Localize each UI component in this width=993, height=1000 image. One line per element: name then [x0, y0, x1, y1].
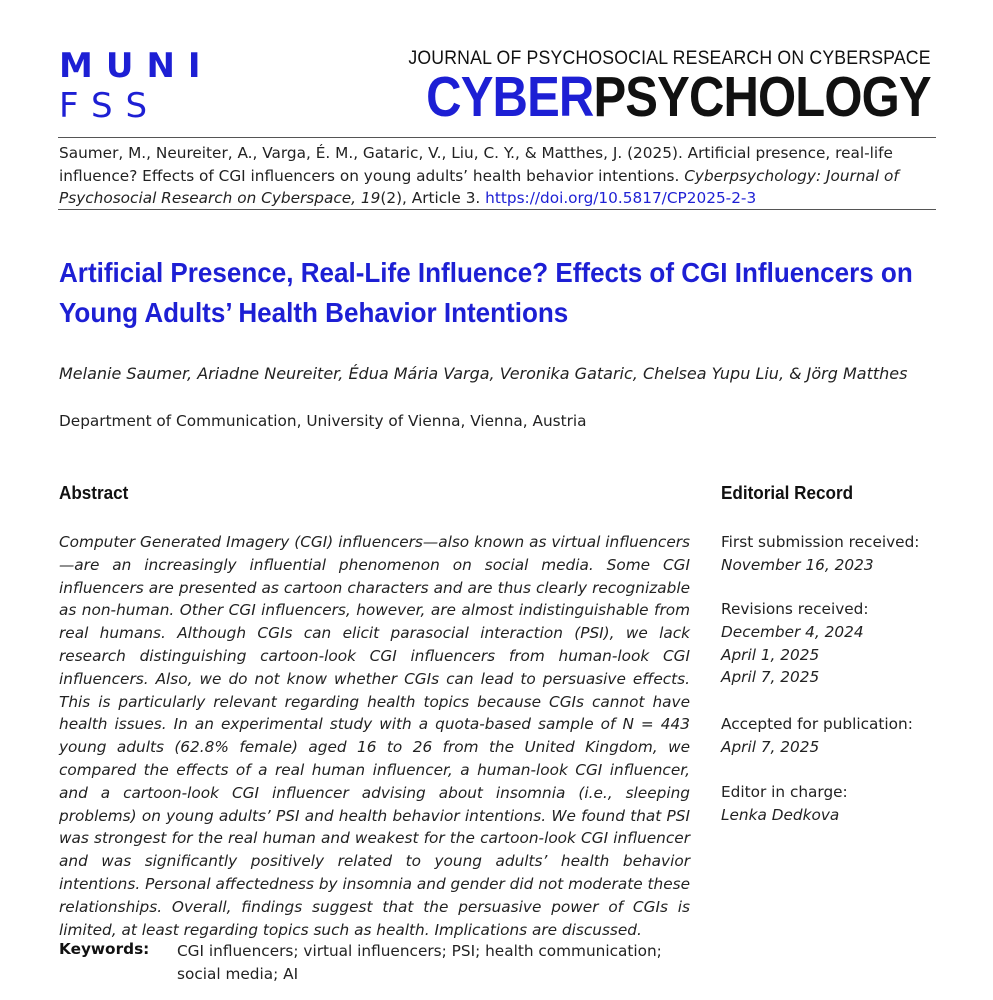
first-submission-label: First submission received: — [721, 533, 920, 551]
article-title-line-1: Artificial Presence, Real-Life Influence? Effects of CGI Influencers on — [59, 257, 913, 288]
article-title-line-2: Young Adults’ Health Behavior Intentions — [59, 297, 569, 328]
abstract-heading: Abstract — [59, 483, 129, 503]
first-submission — [721, 531, 951, 577]
keywords-value: CGI influencers; virtual influencers; PSI; health communication; social media; AI — [177, 942, 662, 983]
accepted-label: Accepted for publication: — [721, 715, 913, 733]
editor-name: Lenka Dedkova — [721, 805, 840, 824]
revisions-label: Revisions received: — [721, 600, 869, 618]
journal-name — [426, 66, 931, 128]
revision-date: April 1, 2025 — [721, 645, 820, 664]
muni-fss-logo — [59, 46, 214, 126]
article-title — [59, 253, 913, 333]
citation-text: Saumer, M., Neureiter, A., Varga, É. M., Gataric, V., Liu, C. Y., & Matthes, J. (2025). Artificial presence, real-life influence? Effects of CGI influencers on young adults’ health behavior intentions. — [59, 144, 893, 185]
logo-muni: MUNI — [59, 46, 214, 86]
keywords-label: Keywords: — [59, 940, 150, 958]
revision-date: April 7, 2025 — [721, 668, 820, 687]
citation-issue: (2), Article 3. — [380, 189, 486, 207]
journal-subtitle: JOURNAL OF PSYCHOSOCIAL RESEARCH ON CYBERSPACE — [408, 48, 931, 69]
affiliation: Department of Communication, University of Vienna, Vienna, Austria — [59, 412, 587, 430]
editor-label: Editor in charge: — [721, 783, 848, 801]
header-rule-top — [58, 137, 936, 138]
accepted — [721, 713, 951, 759]
editorial-record-heading: Editorial Record — [721, 483, 854, 503]
editor — [721, 781, 951, 827]
revision-date: December 4, 2024 — [721, 622, 864, 641]
citation — [59, 142, 929, 210]
abstract-text: Computer Generated Imagery (CGI) influencers—also known as virtual influencers—are an increasingly influential phenomenon on social media. Some CGI influencers are presented as cartoon characters and are thus clearly recognizable as non-human. Other CGI influencers, however, are almost indistinguishable from real humans. Although CGIs can elicit parasocial interaction (PSI), we lack research distinguishing cartoon-look CGI influencers from human-look CGI influencers. Also, we do not know whether CGIs can lead to persuasive effects. This is particularly relevant regarding health topics because CGIs cannot have health issues. In an experimental study with a quota-based sample of N = 443 young adults (62.8% female) aged 16 to 26 from the United Kingdom, we compared the effects of a real human influencer, a human-look CGI influencer, and a cartoon-look CGI influencer advising about insomnia (i.e., sleeping problems) on young adults’ PSI and health behavior intentions. We found that PSI was strongest for the real human and weakest for the cartoon-look CGI influencer and was significantly positively related to young adults’ health behavior intentions. Personal affectedness by insomnia and gender did not moderate these relationships. Overall, findings suggest that the persuasive power of CGIs is limited, at least regarding topics such as health. Implications are discussed. — [59, 533, 690, 939]
journal-name-accent: CYBER — [426, 65, 594, 129]
logo-fss: FSS — [59, 86, 161, 126]
accepted-date: April 7, 2025 — [721, 737, 820, 756]
journal-name-rest: PSYCHOLOGY — [593, 65, 931, 129]
authors: Melanie Saumer, Ariadne Neureiter, Édua Mária Varga, Veronika Gataric, Chelsea Yupu Liu, & Jörg Matthes — [59, 364, 908, 383]
citation-journal: Cyberpsychology: Journal of Psychosocial Research on Cyberspace, 19 — [59, 166, 899, 207]
doi-link[interactable]: https://doi.org/10.5817/CP2025-2-3 — [485, 189, 757, 207]
first-submission-date: November 16, 2023 — [721, 555, 874, 574]
revisions — [721, 598, 951, 689]
header-rule-bottom — [58, 209, 936, 210]
